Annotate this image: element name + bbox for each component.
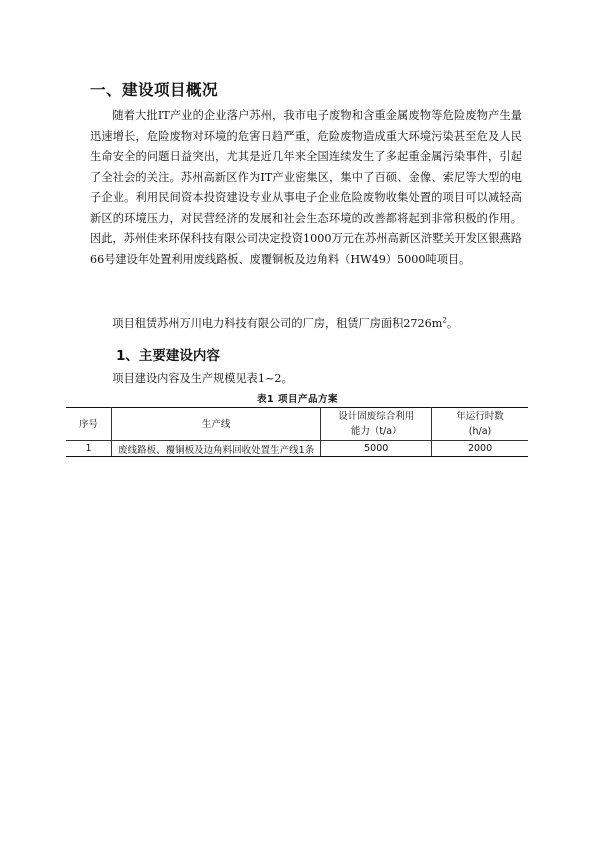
lease-paragraph [90, 314, 522, 335]
cell-line: 废线路板、覆铜板及边角料回收处置生产线1条 [112, 441, 321, 457]
cell-index: 1 [66, 441, 112, 457]
area-unit-superscript: 2 [442, 316, 447, 325]
header-index: 序号 [66, 408, 112, 441]
cell-hours: 2000 [432, 441, 528, 457]
table-reference-paragraph: 项目建设内容及生产规模见表1~2。 [112, 372, 293, 385]
header-capacity-line1: 设计固废综合利用 [338, 411, 415, 422]
lease-text-end: 。 [446, 317, 459, 330]
header-line: 生产线 [112, 408, 321, 441]
overview-paragraph: 随着大批IT产业的企业落户苏州，我市电子废物和含重金属废物等危险废物产生量迅速增长，危险废物对环境的危害日趋严重，危险废物造成重大环境污染甚至危及人民生命安全的问题日益突出，尤其是近几年来全国连续发生了多起重金属污染事件，引起了全社会的关注。苏州高新区作为IT产业密集区，集中了百硕、金像、索尼等大型的电子企业。利用民间资本投资建设专业从事电子企业危险废物收集处置的项目可以减轻高新区的环境压力，对民营经济的发展和社会生态环境的改善都将起到非常积极的作用。因此，苏州佳来环保科技有限公司决定投资1000万元在苏州高新区浒墅关开发区银燕路66号建设年处置利用废线路板、废覆铜板及边角料（HW49）5000吨项目。 [90, 109, 522, 266]
table-row [66, 441, 528, 457]
section-heading: 一、建设项目概况 [90, 81, 219, 99]
header-hours-line1: 年运行时数 [456, 411, 504, 422]
subsection-heading: 1、主要建设内容 [116, 348, 220, 364]
header-capacity-line2: 能力（t/a） [350, 426, 402, 437]
header-hours-line2: (h/a) [468, 426, 492, 437]
header-capacity [321, 408, 432, 441]
lease-text: 项目租赁苏州万川电力科技有限公司的厂房，租赁厂房面积2726m [112, 317, 443, 330]
header-hours [432, 408, 528, 441]
product-scheme-table [66, 407, 528, 457]
cell-capacity: 5000 [321, 441, 432, 457]
table-caption: 表1 项目产品方案 [257, 394, 338, 405]
table-header-row [66, 408, 528, 441]
